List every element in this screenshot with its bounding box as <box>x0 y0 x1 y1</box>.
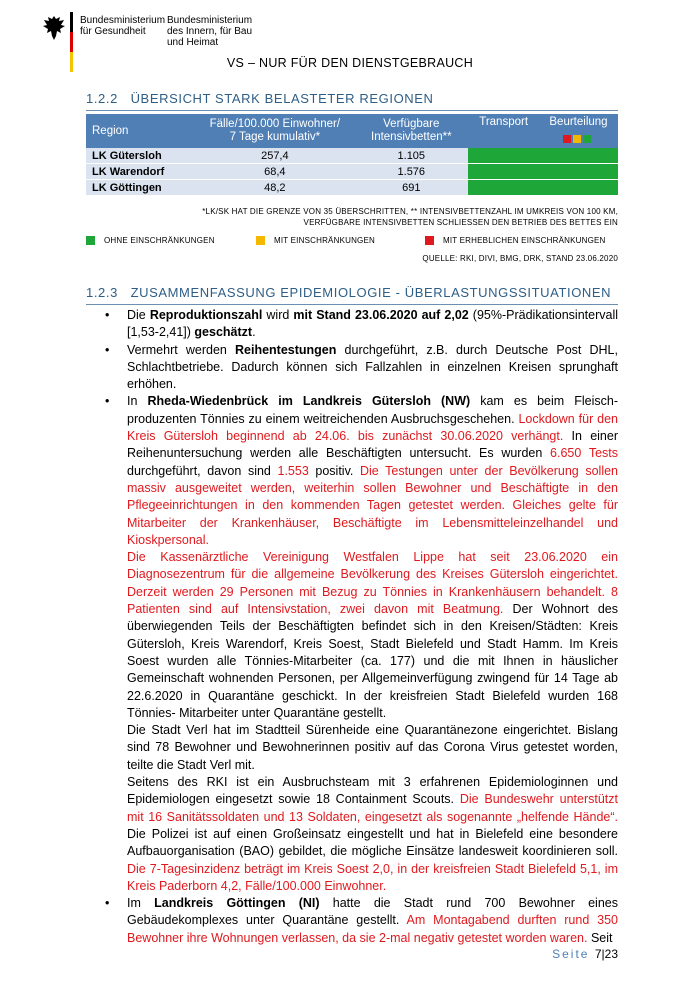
text-red: Die Testungen unter der Bevölkerung sollen massiv ausgeweitet werden, weiterhin sollen Bewohner und Beschäftigte in den Pflegeeinrichtungen in den kommenden Tagen getestet werden. Gleiches gelte für Mitarbeiter der Krankenhäuser, Beschäftigte im Lebensmitteleinzelhandel und Kioskpersonal. <box>127 463 618 547</box>
rating-green-square <box>583 135 591 143</box>
text: durchgeführt, z.B. durch Deutsche Post DHL, Schlachtbetriebe. Dadurch können sich Fallzahlen in einzelnen Kreisen sprunghaft erhöhen. <box>127 342 618 392</box>
ministry-interior-line1: Bundesministerium <box>167 15 253 26</box>
legend-green-square <box>86 236 95 245</box>
federal-eagle-logo <box>42 14 66 42</box>
text: Seitens des RKI ist ein Ausbruchsteam mit 3 erfahrenen Epidemiologinnen und Epidemiologen eingesetzt sowie 18 Containment Scouts. <box>127 775 618 807</box>
section-number: 1.2.2 <box>86 91 118 106</box>
text: durchgeführt, davon sind <box>127 463 278 478</box>
section-heading: ÜBERSICHT STARK BELASTETER REGIONEN <box>130 91 434 106</box>
legend-green <box>86 236 215 245</box>
legend-red-square <box>425 236 434 245</box>
legend-green-label: OHNE EINSCHRÄNKUNGEN <box>104 236 215 245</box>
text-bold: Reihentestungen <box>235 342 337 357</box>
row-beds: 1.576 <box>354 164 468 180</box>
text: Im <box>127 896 155 911</box>
page-label: Seite <box>552 947 590 961</box>
text-bold: mit Stand 23.06.2020 auf 2,02 <box>293 308 469 322</box>
classification-label: VS – NUR FÜR DEN DIENSTGEBRAUCH <box>226 56 474 70</box>
text: Der Wohnort des überwiegenden Teils der Beschäftigten befindet sich in den Kreisen/Städten: Kreis Gütersloh, Kreis Warendorf, Kreis Soest, Stadt Bielefeld und Stadt Hamm. Im Kreis Soest wurden alle Tönnies-Mitarbeiter (ca. 177) und die mit Ihnen in häuslicher Gemeinschaft wohnenden Personen, per Allgemeinverfügung zwingend für 14 Tage ab 22.6.2020 in Quarantäne geschickt. In der kreisfreien Stadt Bielefeld wurden 168 Tönnies- Mitarbeiter unter Quarantäne gestellt. <box>127 602 618 720</box>
row-beds: 1.105 <box>354 148 468 164</box>
summary-list <box>98 305 618 947</box>
text-red: 1.553 <box>277 463 309 478</box>
text: wird <box>262 308 294 322</box>
ministry-interior-line2: des Innern, für Bau <box>167 26 253 37</box>
text-red: Lockdown für den Kreis Gütersloh beginnend ab 24.06. bis zunächst 30.06.2020 verhängt. <box>127 411 618 444</box>
page-total: 23 <box>604 947 618 961</box>
row-cases: 68,4 <box>195 164 354 180</box>
page-number: Seite 7|23 <box>552 947 618 961</box>
col-beds-line2: Intensivbetten** <box>371 131 452 143</box>
section-number: 1.2.3 <box>86 285 118 300</box>
legend-yellow <box>256 236 375 245</box>
ministry-health-line2: für Gesundheit <box>80 26 146 37</box>
legend-yellow-square <box>256 236 265 245</box>
text: positiv. <box>308 463 360 478</box>
page-current: 7 <box>594 947 602 961</box>
text-red: Am Montagabend durften rund 350 Bewohner ihre Wohnungen verlassen, da sie 2-mal negativ getestet worden waren. <box>127 913 618 945</box>
text-red: Die Kassenärztliche Vereinigung Westfalen Lippe hat seit 23.06.2020 ein Diagnosezentrum für die allgemeine Bevölkerung des Kreises Gütersloh eingerichtet. Derzeit werden 29 Personen mit Bezug zu Tönnies in Krankenhäusern behandelt. 8 Patienten sind auf Intensivstation, zwei davon mit Beatmung. <box>127 550 618 617</box>
col-rating <box>539 114 618 148</box>
row-name: LK Gütersloh <box>86 148 195 164</box>
legend-red <box>425 236 606 245</box>
col-rating-label: Beurteilung <box>549 116 608 128</box>
text: Die Stadt Verl hat im Stadtteil Sürenheide eine Quarantänezone eingerichtet. Bislang sind 78 Bewohner und Bewohnerinnen positiv auf das Corona Virus getestet worden, teilte die Stadt Verl mit. <box>127 723 618 772</box>
text: hatte die Stadt rund 700 Bewohner eines Gebäudekomplexes unter Quarantäne gestellt. <box>127 896 618 928</box>
footnote-line2: VERFÜGBARE INTENSIVBETTEN SCHLIESSEN DEN BETRIEB DES BETTES EIN <box>303 218 618 227</box>
list-item <box>98 342 618 394</box>
rating-red-square <box>563 135 571 143</box>
bullet-icon: • <box>105 394 110 409</box>
ministry-health-line1: Bundesministerium <box>80 15 166 26</box>
row-status-green <box>468 180 618 196</box>
text-bold: Rheda-Wiedenbrück im Landkreis Gütersloh (NW) <box>147 394 471 409</box>
text: Vermehrt werden <box>127 342 235 357</box>
table-header-row <box>86 114 618 148</box>
text: kam es beim Fleisch-produzenten Tönnies zu einem weitreichenden Ausbruchsgeschehen. <box>127 394 618 426</box>
ministry-interior <box>167 15 252 48</box>
row-status-green <box>468 148 618 164</box>
section-rule <box>86 110 618 111</box>
table-row <box>86 148 618 164</box>
text: (95%-Prädikationsintervall [1,53-2,41]) <box>127 308 618 340</box>
legend-red-label: MIT ERHEBLICHEN EINSCHRÄNKUNGEN <box>443 236 606 245</box>
ministry-interior-line3: und Heimat <box>167 37 219 48</box>
section-title-epidemiology <box>86 285 611 300</box>
text: Die Polizei ist auf einen Großeinsatz eingestellt und hat in Bielefeld eine besondere Aufbauorganisation (BAO) gebildet, die mögliche Einsätze landesweit koordinieren soll. <box>127 826 618 859</box>
rating-yellow-square <box>573 135 581 143</box>
col-transport: Transport <box>468 114 539 148</box>
footnote-line1: *LK/SK HAT DIE GRENZE VON 35 ÜBERSCHRITTEN, ** INTENSIVBETTENZAHL IM UMKREIS VON 100 KM, <box>202 207 618 216</box>
col-beds-line1: Verfügbare <box>383 118 440 130</box>
section-heading: ZUSAMMENFASSUNG EPIDEMIOLOGIE - ÜBERLASTUNGSSITUATIONEN <box>130 285 612 300</box>
text: . <box>252 325 256 340</box>
text-bold: Landkreis Göttingen (NI) <box>154 896 320 911</box>
row-beds: 691 <box>354 180 468 196</box>
text-red: Die Bundeswehr unterstützt mit 16 Sanitätssoldaten und 13 Soldaten, eingesetzt als sogenannte „helfende Hände“. <box>127 792 618 824</box>
bullet-icon: • <box>105 308 110 322</box>
section-title-regions <box>86 91 434 106</box>
table-row <box>86 164 618 180</box>
text: In <box>127 394 148 409</box>
text-red: Die 7-Tagesinzidenz beträgt im Kreis Soest 2,0, in der kreisfreien Stadt Bielefeld 5,1, im Kreis Paderborn 4,2, Fälle/100.000 Einwohner. <box>127 861 618 893</box>
bullet-icon: • <box>105 342 110 357</box>
rating-legend-squares <box>543 133 614 146</box>
text: In einer Reihenuntersuchung werden alle Beschäftigten untersucht. Es wurden <box>127 429 618 461</box>
text-bold: Reproduktionszahl <box>149 308 263 322</box>
col-cases <box>195 114 354 148</box>
col-region: Region <box>86 114 195 148</box>
table-footnote <box>202 206 618 228</box>
ministry-health <box>80 15 165 37</box>
text-red: 6.650 Tests <box>550 446 618 461</box>
row-name: LK Warendorf <box>86 164 195 180</box>
list-item <box>98 895 618 947</box>
row-name: LK Göttingen <box>86 180 195 196</box>
bullet-icon: • <box>105 896 110 911</box>
col-beds <box>354 114 468 148</box>
list-item <box>98 307 618 342</box>
table-row <box>86 180 618 196</box>
text: Seit <box>587 930 613 945</box>
text-bold: geschätzt <box>194 325 253 340</box>
row-cases: 257,4 <box>195 148 354 164</box>
row-status-green <box>468 164 618 180</box>
row-cases: 48,2 <box>195 180 354 196</box>
source-note: QUELLE: RKI, DIVI, BMG, DRK, STAND 23.06.2020 <box>422 254 618 263</box>
page-header <box>0 0 700 80</box>
text: Die <box>127 308 150 322</box>
list-item <box>98 393 618 895</box>
col-cases-line1: Fälle/100.000 Einwohner/ <box>209 118 341 130</box>
regions-table <box>86 114 618 196</box>
col-cases-line2: 7 Tage kumulativ* <box>229 131 321 143</box>
legend-yellow-label: MIT EINSCHRÄNKUNGEN <box>274 236 375 245</box>
